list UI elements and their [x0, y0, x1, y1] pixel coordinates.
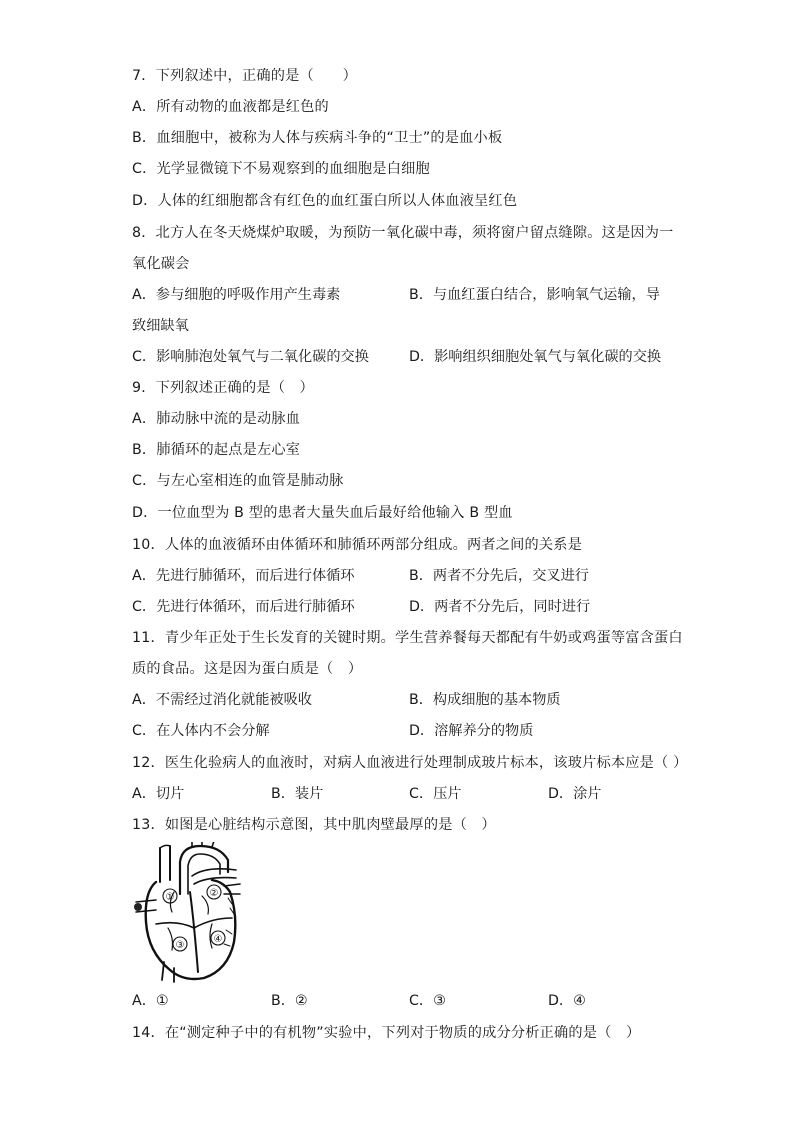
question-9-option-c[interactable]: C．与左心室相连的血管是肺动脉	[132, 473, 344, 489]
question-7-stem: 7．下列叙述中，正确的是（ ）	[132, 68, 358, 84]
question-11-option-c[interactable]: C．在人体内不会分解	[132, 723, 270, 739]
question-12-option-c[interactable]: C．压片	[409, 786, 462, 802]
question-8-stem-line-1: 8．北方人在冬天烧煤炉取暖，为预防一氧化碳中毒，须将窗户留点缝隙。这是因为一	[132, 225, 674, 241]
heart-label-3: ③	[175, 940, 185, 951]
question-8-option-b-line-1[interactable]: B．与血红蛋白结合，影响氧气运输，导	[409, 287, 660, 303]
question-11-option-a[interactable]: A．不需经过消化就能被吸收	[132, 692, 312, 708]
question-12-option-d[interactable]: D．涂片	[548, 786, 602, 802]
question-7-option-c[interactable]: C．光学显微镜下不易观察到的血细胞是白细胞	[132, 161, 430, 177]
question-13-option-b[interactable]: B．②	[271, 993, 308, 1009]
question-12-option-a[interactable]: A．切片	[132, 786, 185, 802]
heart-label-1: ①	[165, 892, 175, 903]
question-13-option-c[interactable]: C．③	[409, 993, 446, 1009]
question-12-stem: 12．医生化验病人的血液时，对病人血液进行处理制成玻片标本，该玻片标本应是（ ）	[132, 755, 688, 771]
question-9-option-d[interactable]: D．一位血型为 B 型的患者大量失血后最好给他输入 B 型血	[132, 505, 513, 521]
question-8-option-d[interactable]: D．影响组织细胞处氧气与氧化碳的交换	[409, 349, 662, 365]
question-10-stem: 10．人体的血液循环由体循环和肺循环两部分组成。两者之间的关系是	[132, 537, 583, 553]
question-9-stem: 9．下列叙述正确的是（ ）	[132, 380, 314, 396]
question-9-option-b[interactable]: B．肺循环的起点是左心室	[132, 442, 301, 458]
heart-diagram	[128, 842, 248, 984]
question-8-option-a[interactable]: A．参与细胞的呼吸作用产生毒素	[132, 287, 341, 303]
question-10-option-c[interactable]: C．先进行体循环，而后进行肺循环	[132, 599, 355, 615]
question-11-option-b[interactable]: B．构成细胞的基本物质	[409, 692, 561, 708]
question-12-option-b[interactable]: B．装片	[271, 786, 324, 802]
question-13-option-d[interactable]: D．④	[548, 993, 586, 1009]
question-13-stem: 13．如图是心脏结构示意图，其中肌肉壁最厚的是（ ）	[132, 817, 496, 833]
question-11-stem-line-2: 质的食品。这是因为蛋白质是（ ）	[132, 661, 363, 677]
question-7-option-b[interactable]: B．血细胞中，被称为人体与疾病斗争的“卫士”的是血小板	[132, 130, 503, 146]
question-7-option-a[interactable]: A．所有动物的血液都是红色的	[132, 99, 329, 115]
question-10-option-d[interactable]: D．两者不分先后，同时进行	[409, 599, 591, 615]
question-14-stem: 14．在“测定种子中的有机物”实验中，下列对于物质的成分分析正确的是（ ）	[132, 1025, 641, 1041]
question-11-option-d[interactable]: D．溶解养分的物质	[409, 723, 534, 739]
heart-label-4: ④	[213, 934, 223, 945]
question-8-option-c[interactable]: C．影响肺泡处氧气与二氧化碳的交换	[132, 349, 369, 365]
question-11-stem-line-1: 11．青少年正处于生长发育的关键时期。学生营养餐每天都配有牛奶或鸡蛋等富含蛋白	[132, 630, 683, 646]
question-9-option-a[interactable]: A．肺动脉中流的是动脉血	[132, 411, 301, 427]
question-10-option-a[interactable]: A．先进行肺循环，而后进行体循环	[132, 568, 355, 584]
question-8-stem-line-2: 氧化碳会	[132, 256, 190, 272]
question-7-option-d[interactable]: D．人体的红细胞都含有红色的血红蛋白所以人体血液呈红色	[132, 193, 518, 209]
question-10-option-b[interactable]: B．两者不分先后，交叉进行	[409, 568, 589, 584]
question-13-option-a[interactable]: A．①	[132, 993, 169, 1009]
question-8-option-b-line-2[interactable]: 致细缺氧	[132, 318, 189, 334]
heart-label-2: ②	[209, 888, 219, 899]
